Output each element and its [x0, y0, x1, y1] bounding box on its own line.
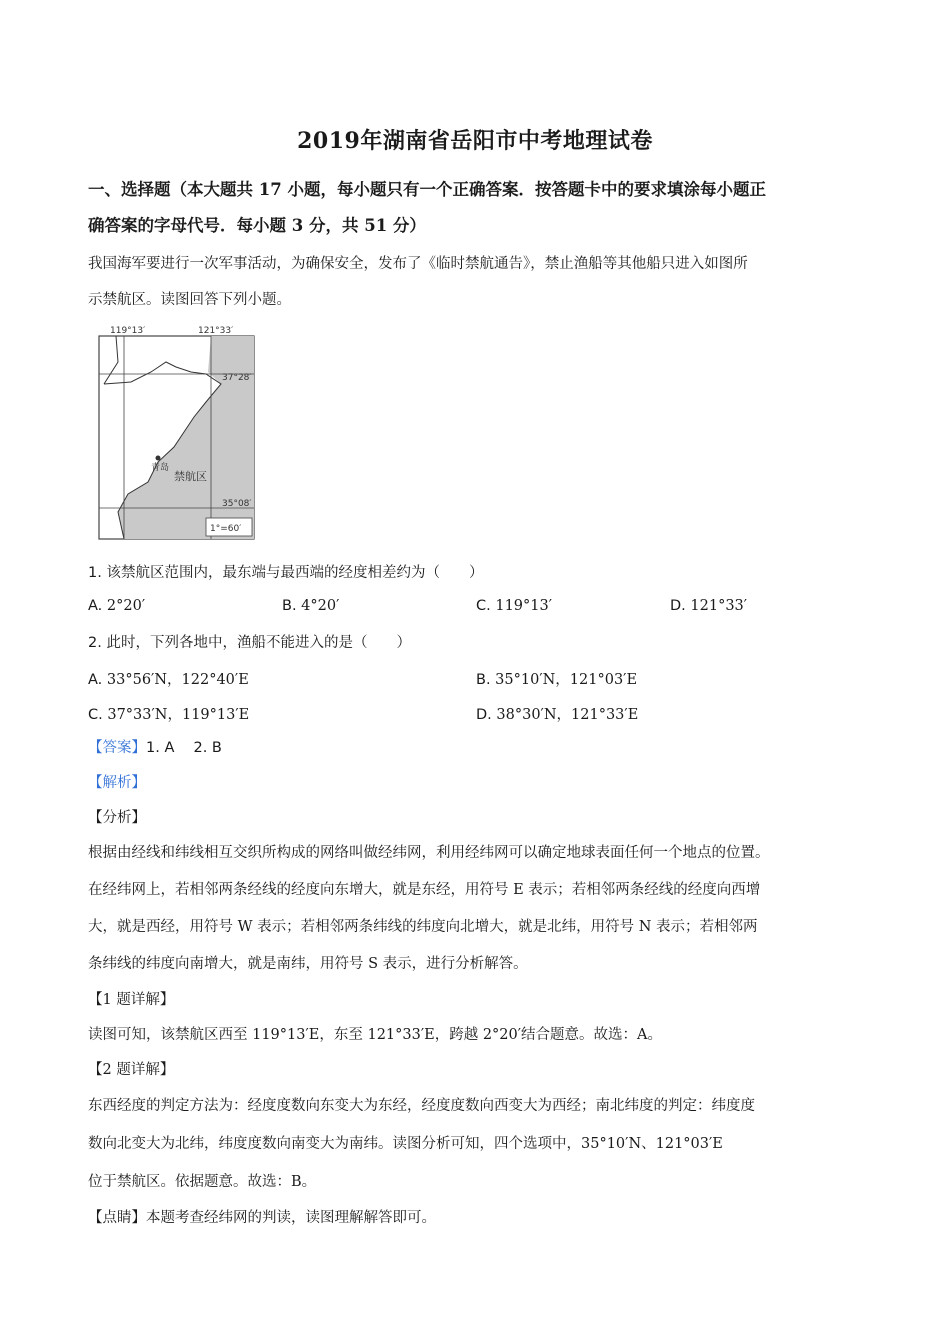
detail-1-tag: 【1 题详解】: [88, 992, 175, 1008]
fenxi-line-3: 大，就是西经，用符号 W 表示；若相邻两条纬线的纬度向北增大，就是北纬，用符号 N 表示；若相邻两: [88, 919, 758, 935]
dianjing-line: [88, 1208, 878, 1228]
q1-option-c: [476, 598, 552, 614]
question-1-number: 1.: [88, 565, 102, 581]
question-2: [88, 633, 878, 653]
answer-tag: 【答案】: [88, 740, 146, 756]
detail-2-line-2: 数向北变大为北纬，纬度度数向南变大为南纬。读图分析可知，四个选项中，35°10′N、121°03′E: [88, 1136, 723, 1152]
detail-2-line-1: 东西经度的判定方法为：经度度数向东变大为东经，经度度数向西变大为西经；南北纬度的判定：纬度度: [88, 1098, 755, 1114]
q2-option-a-letter: A.: [88, 672, 103, 688]
question-1-stem: 该禁航区范围内，最东端与最西端的经度相差约为（ ）: [106, 565, 484, 581]
city-dot: [156, 456, 161, 461]
detail-2-line-3: 位于禁航区。依据题意。故选：B。: [88, 1174, 317, 1190]
q1-option-c-text: 119°13′: [495, 598, 553, 614]
city-label: 青岛: [151, 463, 170, 473]
q2-option-b-text: 35°10′N，121°03′E: [495, 672, 638, 688]
q1-option-d-letter: D.: [670, 598, 686, 614]
q2-option-b-letter: B.: [476, 672, 491, 688]
lat-top-label: 37°28′: [222, 373, 252, 383]
fenxi-line-2: 在经纬网上，若相邻两条经线的经度向东增大，就是东经，用符号 E 表示；若相邻两条经线的经度向西增: [88, 882, 761, 898]
dianjing-text: 本题考查经纬网的判读，读图理解解答即可。: [146, 1210, 436, 1226]
q2-option-c-letter: C.: [88, 707, 103, 723]
q1-option-a-letter: A.: [88, 598, 103, 614]
q1-option-a: [88, 598, 145, 614]
q1-option-b-text: 4°20′: [301, 598, 340, 614]
q2-option-c-text: 37°33′N，119°13′E: [107, 707, 250, 723]
question-2-number: 2.: [88, 635, 102, 651]
section-heading-line-1: 一、选择题（本大题共 17 小题，每小题只有一个正确答案．按答题卡中的要求填涂每小题正: [88, 180, 766, 199]
answer-line: [88, 738, 878, 758]
fenxi-line-4: 条纬线的纬度向南增大，就是南纬，用符号 S 表示，进行分析解答。: [88, 956, 528, 972]
intro-line-1: 我国海军要进行一次军事活动，为确保安全，发布了《临时禁航通告》，禁止渔船等其他船只进入如图所: [88, 256, 748, 272]
lon-right-label: 121°33′: [198, 326, 234, 336]
q2-option-d: [476, 703, 638, 724]
q1-option-c-letter: C.: [476, 598, 491, 614]
q1-option-d-text: 121°33′: [690, 598, 748, 614]
q1-option-a-text: 2°20′: [106, 598, 146, 614]
fenxi-line-1: 根据由经线和纬线相互交织所构成的网络叫做经纬网，利用经纬网可以确定地球表面任何一个地点的位置。: [88, 845, 770, 861]
lon-left-label: 119°13′: [110, 326, 146, 336]
q2-option-c: [88, 703, 249, 724]
q2-option-d-letter: D.: [476, 707, 492, 723]
lat-bottom-label: 35°08′: [222, 499, 252, 509]
intro-line-2: 示禁航区。读图回答下列小题。: [88, 292, 291, 308]
q1-option-d: [670, 598, 747, 614]
section-heading-line-2: 确答案的字母代号．每小题 3 分，共 51 分）: [88, 216, 426, 235]
question-1: [88, 563, 878, 583]
question-2-stem: 此时，下列各地中，渔船不能进入的是（ ）: [106, 635, 411, 651]
detail-2-tag: 【2 题详解】: [88, 1062, 175, 1078]
map-figure: [96, 322, 256, 542]
answer-text: 1. A 2. B: [146, 740, 222, 756]
no-navigation-zone-map: [96, 322, 256, 542]
q1-option-b: [282, 598, 339, 614]
q2-option-a-text: 33°56′N，122°40′E: [106, 672, 249, 688]
analysis-tag: 【解析】: [88, 775, 146, 791]
q1-option-b-letter: B.: [282, 598, 297, 614]
zone-label: 禁航区: [174, 470, 207, 483]
q2-option-a: [88, 668, 249, 689]
dianjing-tag: 【点睛】: [88, 1210, 146, 1226]
fenxi-tag: 【分析】: [88, 810, 146, 826]
q2-option-d-text: 38°30′N，121°33′E: [496, 707, 639, 723]
q2-option-b: [476, 668, 637, 689]
scale-note: 1°=60′: [210, 524, 242, 534]
page-title: 2019年湖南省岳阳市中考地理试卷: [297, 128, 653, 154]
detail-1-line-1: 读图可知，该禁航区西至 119°13′E，东至 121°33′E，跨越 2°20′结合题意。故选：A。: [88, 1027, 663, 1043]
